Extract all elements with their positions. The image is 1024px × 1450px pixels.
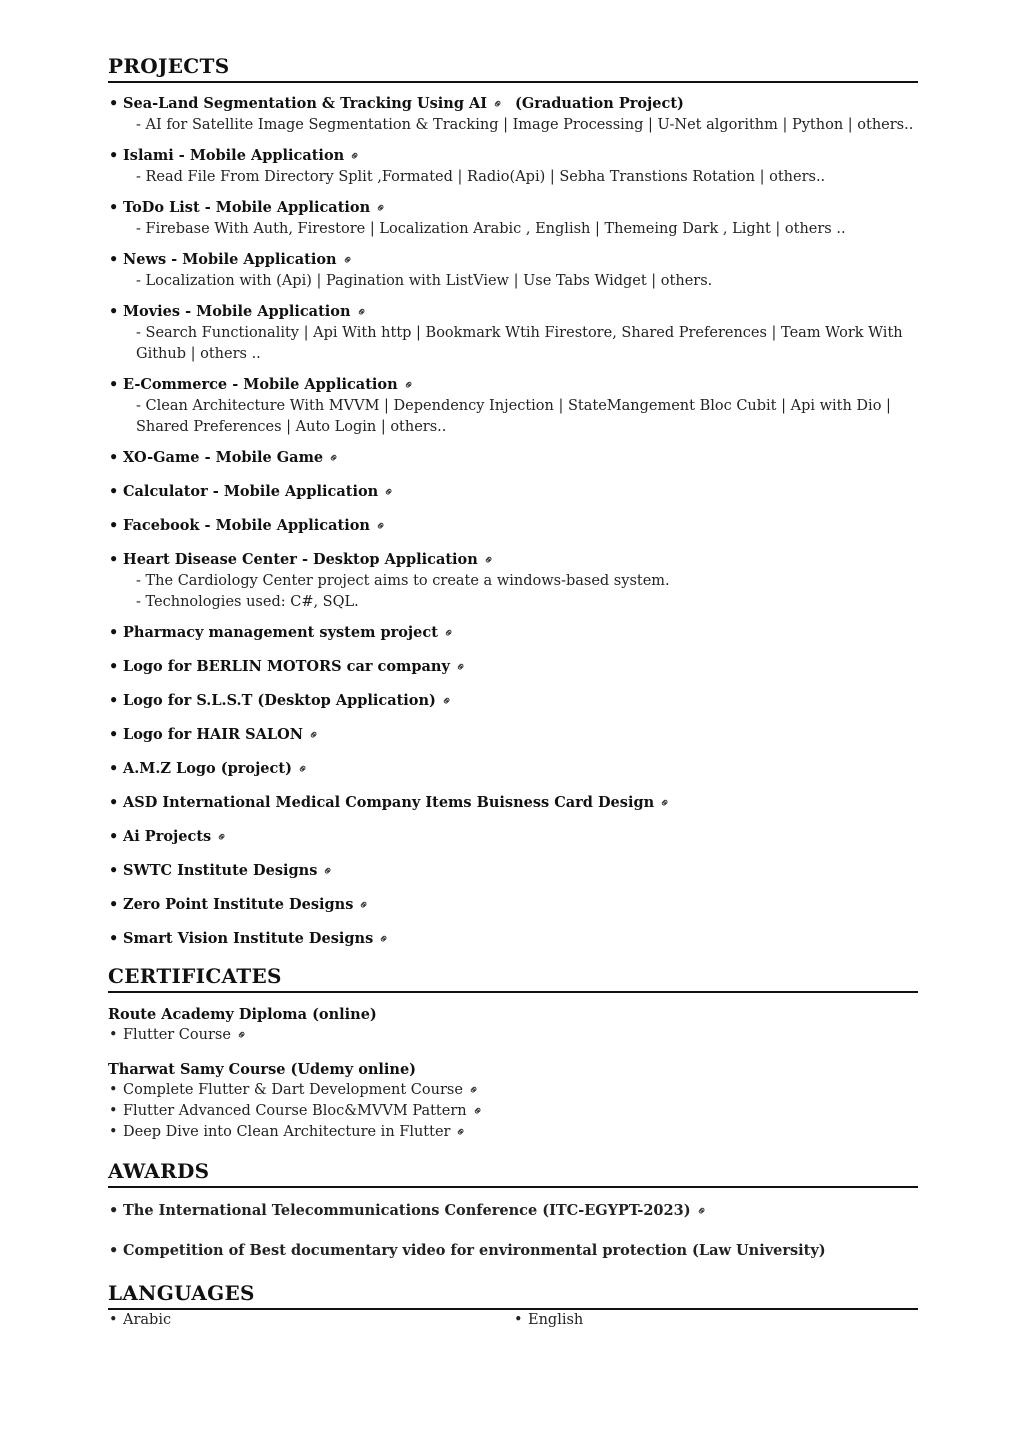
project-item (108, 622, 918, 644)
link-icon[interactable]: ⚭ (213, 828, 232, 847)
certificate-group (108, 1005, 918, 1046)
project-name: XO-Game (123, 449, 200, 466)
section-title-projects: PROJECTS (108, 52, 918, 83)
project-type: - Mobile Application (227, 376, 398, 393)
project-item (108, 249, 918, 292)
link-icon[interactable]: ⚭ (346, 147, 365, 166)
project-suffix: (Graduation Project) (509, 95, 684, 112)
link-icon[interactable]: ⚭ (375, 930, 394, 949)
project-name: Pharmacy management system project (123, 624, 438, 641)
projects-section (108, 52, 918, 950)
link-icon[interactable]: ⚭ (399, 376, 419, 395)
project-item (108, 826, 918, 848)
link-icon[interactable]: ⚭ (294, 760, 313, 779)
project-name: Islami (123, 147, 174, 164)
project-title (123, 515, 918, 537)
certificate-name: Flutter Course (123, 1027, 231, 1043)
project-item (108, 197, 918, 240)
link-icon[interactable]: ⚭ (305, 726, 324, 745)
award-item (108, 1200, 918, 1222)
project-name: Sea-Land Segmentation & Tracking Using AI (123, 95, 488, 112)
language-item: • Arabic (108, 1310, 513, 1331)
project-item (108, 656, 918, 678)
link-icon[interactable]: ⚭ (465, 1081, 484, 1100)
award-name: The International Telecommunications Conference (ITC-EGYPT-2023) (123, 1202, 691, 1219)
link-icon[interactable]: ⚭ (325, 449, 344, 468)
link-icon[interactable]: ⚭ (452, 658, 471, 677)
project-name: Smart Vision Institute Designs (123, 930, 374, 947)
project-detail: - AI for Satellite Image Segmentation & Tracking | Image Processing | U-Net algorithm | Python | others.. (136, 117, 914, 133)
certificate-provider: Route Academy Diploma (online) (108, 1006, 377, 1023)
link-icon[interactable]: ⚭ (372, 517, 391, 536)
project-detail: - Localization with (Api) | Pagination with ListView | Use Tabs Widget | others. (136, 273, 713, 289)
project-detail: - Search Functionality | Api With http | Bookmark Wtih Firestore, Shared Preferences | Team Work With (136, 325, 903, 341)
languages-list (108, 1310, 918, 1331)
certificate-name: Flutter Advanced Course Bloc&MVVM Pattern (123, 1103, 467, 1119)
project-item (108, 481, 918, 503)
project-name: ASD International Medical Company Items Buisness Card Design (123, 794, 655, 811)
project-detail: Shared Preferences | Auto Login | others.. (136, 419, 447, 435)
certificate-list (108, 1080, 918, 1143)
project-item (108, 724, 918, 746)
project-item (108, 690, 918, 712)
project-name: SWTC Institute Designs (123, 862, 318, 879)
project-item (108, 792, 918, 814)
link-icon[interactable]: ⚭ (380, 483, 399, 502)
certificate-name: Complete Flutter & Dart Development Course (123, 1082, 463, 1098)
section-title-certificates: CERTIFICATES (108, 962, 918, 993)
link-icon[interactable]: ⚭ (452, 1123, 472, 1142)
project-name: Calculator (123, 483, 208, 500)
project-item (108, 758, 918, 780)
project-item (108, 145, 918, 188)
project-title (123, 792, 918, 814)
certificate-item (108, 1101, 918, 1122)
project-title (123, 860, 918, 882)
project-name: Logo for HAIR SALON (123, 726, 303, 743)
project-name: Logo for S.L.S.T (Desktop Application) (123, 692, 436, 709)
certificate-item (108, 1122, 918, 1143)
award-name: Competition of Best documentary video for environmental protection (Law University) (123, 1242, 826, 1259)
project-name: News (123, 251, 167, 268)
link-icon[interactable]: ⚭ (352, 303, 372, 322)
project-name: E-Commerce (123, 376, 228, 393)
project-title (123, 481, 918, 503)
link-icon[interactable]: ⚭ (656, 794, 675, 813)
project-type: - Mobile Game (199, 449, 324, 466)
project-item (108, 515, 918, 537)
project-title (123, 928, 918, 950)
link-icon[interactable]: ⚭ (440, 624, 459, 643)
awards-section (108, 1157, 918, 1261)
project-type: - Mobile Application (207, 483, 379, 500)
project-type: - Mobile Application (199, 517, 370, 534)
link-icon[interactable]: ⚭ (692, 1202, 712, 1221)
certificate-group (108, 1060, 918, 1143)
link-icon[interactable]: ⚭ (480, 551, 499, 570)
project-title (123, 894, 918, 916)
project-title (123, 826, 918, 848)
project-type: - Desktop Application (296, 551, 478, 568)
link-icon[interactable]: ⚭ (355, 896, 374, 915)
project-title (123, 656, 918, 678)
link-icon[interactable]: ⚭ (489, 95, 508, 114)
certificate-provider: Tharwat Samy Course (Udemy online) (108, 1061, 417, 1078)
certificate-list (108, 1025, 918, 1046)
link-icon[interactable]: ⚭ (338, 251, 358, 270)
certificate-item (108, 1025, 918, 1046)
project-item (108, 928, 918, 950)
project-detail: Github | others .. (136, 346, 261, 362)
project-name: ToDo List (123, 199, 200, 216)
projects-list (108, 93, 918, 950)
certificates-section (108, 962, 918, 1143)
project-type: - Mobile Application (199, 199, 371, 216)
project-title (123, 549, 918, 571)
project-title (123, 374, 918, 396)
project-name: A.M.Z Logo (project) (123, 760, 292, 777)
project-name: Facebook (123, 517, 200, 534)
project-item (108, 301, 918, 365)
certificates-groups (108, 1005, 918, 1143)
project-item (108, 447, 918, 469)
project-name: Logo for BERLIN MOTORS car company (123, 658, 450, 675)
awards-list (108, 1200, 918, 1261)
link-icon[interactable]: ⚭ (372, 199, 391, 218)
project-title (123, 622, 918, 644)
project-title (123, 301, 918, 323)
languages-section (108, 1279, 918, 1331)
project-detail: - Clean Architecture With MVVM | Dependency Injection | StateMangement Bloc Cubit | Api with Dio | (136, 398, 891, 414)
project-item (108, 549, 918, 613)
award-item (108, 1240, 918, 1261)
project-item (108, 93, 918, 136)
project-detail: - Read File From Directory Split ,Formated | Radio(Api) | Sebha Transtions Rotation | others.. (136, 169, 826, 185)
section-title-languages: LANGUAGES (108, 1279, 918, 1310)
project-name: Heart Disease Center (123, 551, 297, 568)
project-name: Ai Projects (123, 828, 212, 845)
language-item: • English (513, 1310, 918, 1331)
project-item (108, 894, 918, 916)
link-icon[interactable]: ⚭ (468, 1102, 488, 1121)
certificate-name: Deep Dive into Clean Architecture in Flutter (123, 1124, 451, 1140)
link-icon[interactable]: ⚭ (233, 1026, 252, 1045)
project-detail: - The Cardiology Center project aims to create a windows-based system. (136, 573, 670, 589)
project-name: Movies (123, 303, 181, 320)
project-detail: - Technologies used: C#, SQL. (136, 594, 359, 610)
certificate-item (108, 1080, 918, 1101)
project-type: - Mobile Application (166, 251, 337, 268)
project-title (123, 690, 918, 712)
project-type: - Mobile Application (180, 303, 351, 320)
project-title (123, 197, 918, 219)
project-title (123, 93, 918, 115)
project-item (108, 860, 918, 882)
section-title-awards: AWARDS (108, 1157, 918, 1188)
project-name: Zero Point Institute Designs (123, 896, 354, 913)
project-type: - Mobile Application (173, 147, 345, 164)
project-title (123, 447, 918, 469)
link-icon[interactable]: ⚭ (438, 692, 457, 711)
project-title (123, 145, 918, 167)
project-title (123, 249, 918, 271)
project-detail: - Firebase With Auth, Firestore | Localization Arabic , English | Themeing Dark , Light | others .. (136, 221, 846, 237)
project-title (123, 758, 918, 780)
link-icon[interactable]: ⚭ (319, 862, 338, 881)
project-item (108, 374, 918, 438)
project-title (123, 724, 918, 746)
